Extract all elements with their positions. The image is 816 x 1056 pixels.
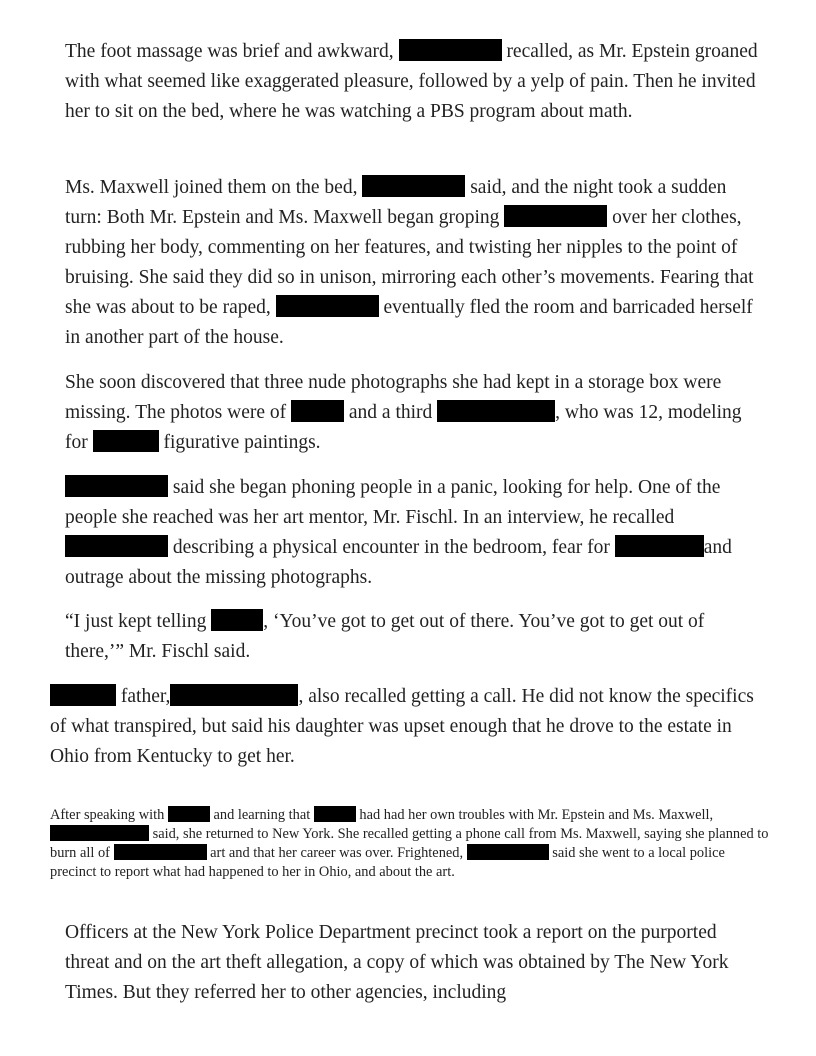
redaction-bar	[170, 684, 298, 706]
redaction-bar	[65, 535, 168, 557]
text-segment: Ms. Maxwell joined them on the bed,	[65, 177, 363, 198]
text-segment: After speaking with	[50, 807, 168, 823]
redaction-bar	[291, 400, 344, 422]
text-segment: art and that her career was over. Frightened,	[206, 845, 467, 861]
redaction-bar	[467, 844, 549, 860]
text-segment: , ‘You’ve got to get out of there. You’ve got to get out of there,’” Mr. Fischl said.	[65, 611, 705, 662]
redaction-bar	[615, 535, 704, 557]
text-segment: over her clothes, rubbing her body, commenting on her features, and twisting her nipples to the point of bruising. She said they did so in unison, mirroring each other’s movements. Fearing that she was about to be raped,	[65, 207, 754, 318]
text-segment: The foot massage was brief and awkward,	[65, 41, 399, 62]
redaction-bar	[65, 475, 168, 497]
paragraph-missing-photographs	[65, 368, 765, 458]
text-segment: father,	[116, 686, 171, 707]
text-segment: recalled, as Mr. Epstein groaned with what seemed like exaggerated pleasure, followed by a yelp of pain. Then he invited her to sit on the bed, where he was watching a PBS program about math.	[65, 41, 758, 122]
text-segment: said, she returned to New York. She recalled getting a phone call from Ms. Maxwell, saying she planned to burn all of	[50, 826, 769, 861]
redaction-bar	[114, 844, 207, 860]
text-segment: and outrage about the missing photographs.	[65, 537, 732, 588]
text-segment: describing a physical encounter in the bedroom, fear for	[168, 537, 615, 558]
text-segment: , who was 12, modeling for	[65, 402, 742, 453]
redaction-bar	[504, 205, 607, 227]
paragraph-phoning-people	[65, 473, 765, 593]
redaction-bar	[50, 684, 116, 706]
text-segment: , also recalled getting a call. He did not know the specifics of what transpired, but said his daughter was upset enough that he drove to the estate in Ohio from Kentucky to get her.	[50, 686, 754, 767]
text-segment: said, and the night took a sudden turn: Both Mr. Epstein and Ms. Maxwell began groping	[65, 177, 727, 228]
text-segment: She soon discovered that three nude photographs she had kept in a storage box were missing. The photos were of	[65, 372, 722, 423]
paragraph-father-call	[50, 682, 765, 772]
paragraph-nypd-report	[65, 918, 765, 1008]
text-segment: and a third	[344, 402, 438, 423]
text-segment: “I just kept telling	[65, 611, 212, 632]
redaction-bar	[399, 39, 502, 61]
text-segment: Officers at the New York Police Department precinct took a report on the purported threat and on the art theft allegation, a copy of which was obtained by The New York Times. But they referred her to other agencies, including	[65, 922, 729, 1003]
redaction-bar	[93, 430, 159, 452]
redaction-bar	[168, 806, 210, 822]
text-segment: eventually fled the room and barricaded herself in another part of the house.	[65, 297, 753, 348]
redaction-bar	[276, 295, 379, 317]
text-segment: said she began phoning people in a panic, looking for help. One of the people she reached was her art mentor, Mr. Fischl. In an interview, he recalled	[65, 477, 721, 528]
paragraph-police-precinct	[50, 806, 770, 882]
redaction-bar	[437, 400, 555, 422]
paragraph-fischl-quote	[65, 607, 765, 667]
text-segment: figurative paintings.	[158, 432, 321, 453]
text-segment: and learning that	[209, 807, 314, 823]
redaction-bar	[50, 825, 149, 841]
text-segment: had had her own troubles with Mr. Epstein and Ms. Maxwell,	[355, 807, 714, 823]
paragraph-maxwell-joined	[65, 173, 765, 353]
redaction-bar	[314, 806, 356, 822]
redaction-bar	[362, 175, 465, 197]
text-segment: said she went to a local police precinct to report what had happened to her in Ohio, and about the art.	[50, 845, 725, 880]
paragraph-foot-massage	[65, 37, 765, 127]
redaction-bar	[211, 609, 263, 631]
